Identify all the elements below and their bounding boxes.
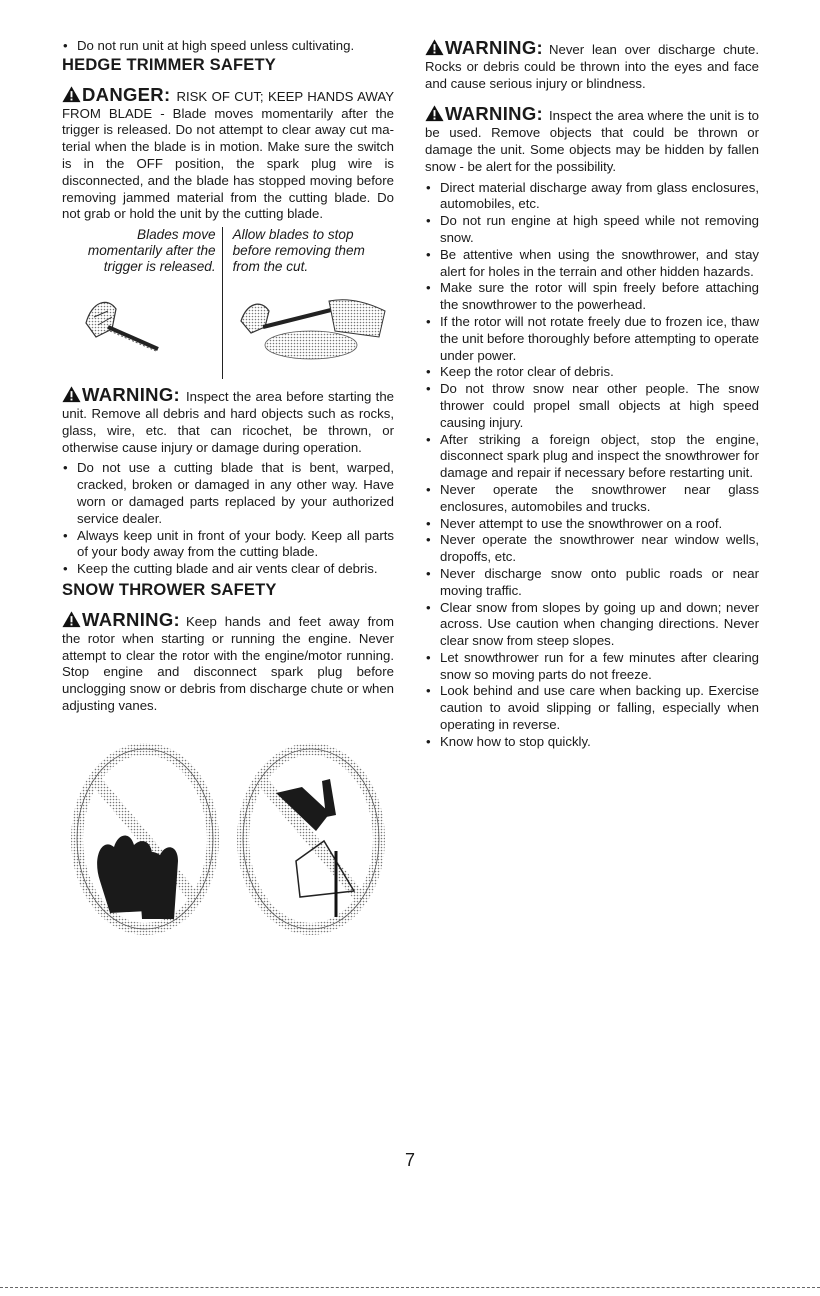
list-item: • Keep the rotor clear of debris. [425, 364, 759, 381]
caption-right: Allow blades to stop before removing them from the cut. [232, 227, 365, 275]
list-item: • Make sure the rotor will spin freely before attaching the snowthrower to the powerhead. [425, 280, 759, 314]
warning-triangle-icon [62, 610, 81, 628]
hedge-trimmer-title: HEDGE TRIMMER SAFETY [62, 55, 276, 74]
warning-signal-word: WARNING: [445, 37, 543, 58]
list-item: • Direct material discharge away from glass enclosures, automobiles, etc. [425, 180, 759, 214]
warning-triangle-icon [62, 85, 81, 103]
hedge-bullet-list [62, 460, 394, 578]
warning-triangle-icon [425, 38, 444, 56]
list-item: • Keep the cutting blade and air vents clear of debris. [62, 561, 394, 578]
list-item: • Do not throw snow near other people. The snow thrower could propel small objects at high speed causing injury. [425, 381, 759, 431]
bottom-dashed-rule [0, 1287, 820, 1288]
page-number: 7 [404, 1150, 415, 1170]
figure-right-panel [223, 227, 394, 379]
danger-signal-word: DANGER: [82, 83, 171, 105]
hedge-trimmer-cut-icon [239, 297, 389, 363]
snow-warning-text: Keep hands and feet away from the rotor when starting or running the engine. Never attempt to clear the rotor with the engine/motor running. Stop engine and disconnect spark plug before unclogging snow or debris from discharge chute or when adjusting vanes. [62, 613, 394, 713]
list-item: • Be attentive when using the snowthrower, and stay alert for holes in the terrain and other hidden hazards. [425, 247, 759, 281]
list-item: • Look behind and use care when backing up. Exercise caution to avoid slipping or falling, especially when operating in reverse. [425, 683, 759, 733]
snow-bullet-list [425, 180, 759, 751]
list-item: • Do not run engine at high speed while not removing snow. [425, 213, 759, 247]
danger-text: RISK OF CUT; KEEP HANDS AWAY FROM BLADE - Blade moves momentarily after the trigger is released. Do not attempt to clear away cut material when the blade is in motion. Make sure the switch is in the OFF position, the spark plug wire is disconnected, and the blade has stopped moving before removing jammed material from the cutting blade. Do not grab or hold the unit by the cutting blade. [62, 88, 394, 222]
no-feet-prohibition-icon [236, 741, 386, 937]
no-hands-prohibition-icon [70, 741, 220, 937]
hedge-trimmer-hand-icon [82, 293, 162, 353]
figure-left-panel [62, 227, 223, 379]
chute-warning-block [425, 38, 759, 92]
prohibition-figures [62, 741, 394, 941]
caption-left: Blades move momentarily after the trigger is released. [87, 227, 216, 275]
warning-signal-word: WARNING: [82, 608, 180, 630]
snow-warning-block [62, 610, 394, 715]
warning-triangle-icon [425, 104, 444, 122]
area-warning-text: Inspect the area where the unit is to be used. Remove objects that could be thrown or damage the unit. Some objects may be hidden by fallen snow - be alert for the possibility. [425, 108, 759, 174]
list-item: • Never attempt to use the snowthrower on a roof. [425, 516, 759, 533]
list-item: • Never operate the snowthrower near glass enclosures, automobiles and trucks. [425, 482, 759, 516]
list-item: • If the rotor will not rotate freely due to frozen ice, thaw the unit before thoroughly before attempting to operate under power. [425, 314, 759, 364]
list-item: • Know how to stop quickly. [425, 734, 759, 751]
area-warning-block [425, 104, 759, 175]
list-item: • Never discharge snow onto public roads or near moving traffic. [425, 566, 759, 600]
list-item: • Let snowthrower run for a few minutes after clearing snow so moving parts do not freeze. [425, 650, 759, 684]
chute-warning-text: Never lean over discharge chute. Rocks or debris could be thrown into the eyes and face and cause serious injury or blindness. [425, 42, 759, 91]
right-column [425, 38, 759, 751]
left-column [62, 38, 394, 941]
list-item: • Clear snow from slopes by going up and down; never across. Use caution when changing directions. Never clear snow from steep slopes. [425, 600, 759, 650]
warning-signal-word: WARNING: [445, 103, 543, 125]
list-item: • Do not use a cutting blade that is bent, warped, cracked, broken or damaged in any other way. Have worn or damaged parts replaced by your authorized service dealer. [62, 460, 394, 527]
intro-bullet-list [62, 38, 394, 55]
list-item: • Always keep unit in front of your body. Keep all parts of your body away from the cutting blade. [62, 528, 394, 562]
hedge-danger-block [62, 85, 394, 223]
hedge-figure [62, 227, 394, 379]
hedge-warning-text: Inspect the area before starting the unit. Remove all debris and hard objects such as rocks, glass, wire, etc. that can ricochet, be thrown, or otherwise cause injury or damage during operation. [62, 389, 394, 455]
warning-signal-word: WARNING: [82, 384, 180, 406]
list-item: • Never operate the snowthrower near window wells, dropoffs, etc. [425, 532, 759, 566]
snow-thrower-title: SNOW THROWER SAFETY [62, 580, 277, 599]
warning-triangle-icon [62, 385, 81, 403]
intro-bullet: • Do not run unit at high speed unless cultivating. [62, 38, 394, 55]
hedge-warning-block [62, 385, 394, 456]
list-item: • After striking a foreign object, stop the engine, disconnect spark plug and inspect the snowthrower for damage and repair if necessary before restarting unit. [425, 432, 759, 482]
